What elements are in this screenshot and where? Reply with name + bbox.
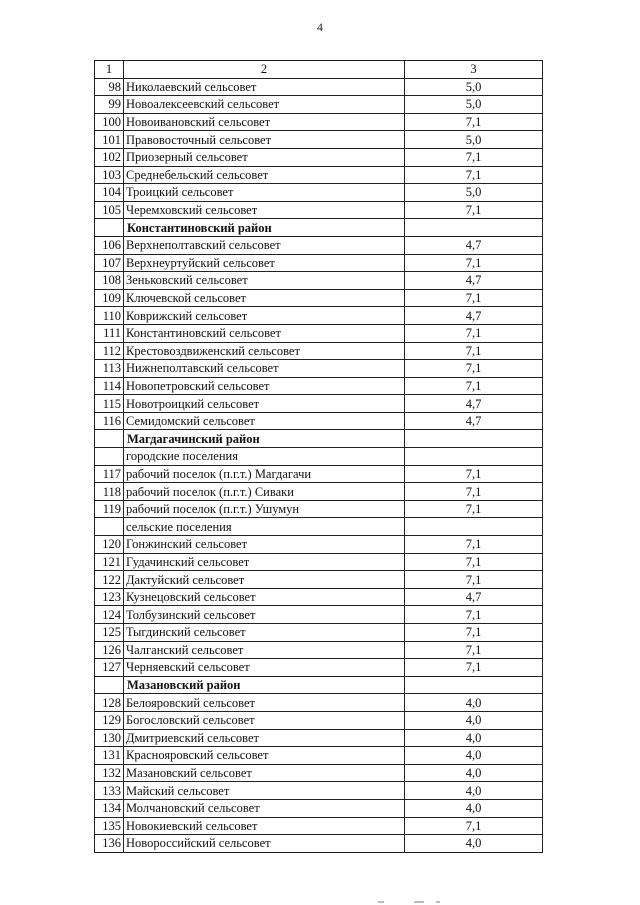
- row-name: Новотроицкий сельсовет: [124, 395, 405, 413]
- row-value: 7,1: [405, 606, 543, 624]
- row-number: 110: [95, 307, 124, 325]
- row-name: Верхнеполтавский сельсовет: [124, 236, 405, 254]
- row-value: [405, 430, 543, 448]
- row-number: [95, 518, 124, 536]
- row-number: 126: [95, 641, 124, 659]
- row-number: 135: [95, 817, 124, 835]
- table-row: [95, 465, 543, 483]
- table-row: [95, 289, 543, 307]
- row-value: 7,1: [405, 324, 543, 342]
- row-number: [95, 219, 124, 237]
- header-col-1: 1: [95, 61, 124, 79]
- row-name: Дактуйский сельсовет: [124, 571, 405, 589]
- row-number: [95, 676, 124, 694]
- row-name: Новороссийский сельсовет: [124, 835, 405, 853]
- row-number: 124: [95, 606, 124, 624]
- row-value: 7,1: [405, 201, 543, 219]
- row-number: 116: [95, 412, 124, 430]
- row-value: 7,1: [405, 465, 543, 483]
- table-row: [95, 500, 543, 518]
- table-row: [95, 412, 543, 430]
- table-row: [95, 782, 543, 800]
- row-number: [95, 430, 124, 448]
- section-row: [95, 430, 543, 448]
- row-name: Мазановский район: [124, 676, 405, 694]
- table-row: [95, 342, 543, 360]
- table-row: [95, 254, 543, 272]
- row-number: 130: [95, 729, 124, 747]
- row-number: 128: [95, 694, 124, 712]
- header-col-3: 3: [405, 61, 543, 79]
- row-number: 114: [95, 377, 124, 395]
- row-name: Коврижский сельсовет: [124, 307, 405, 325]
- row-value: 4,0: [405, 729, 543, 747]
- row-value: 4,0: [405, 747, 543, 765]
- row-name: Черемховский сельсовет: [124, 201, 405, 219]
- row-name: Правовосточный сельсовет: [124, 131, 405, 149]
- table-row: [95, 448, 543, 466]
- table-row: [95, 606, 543, 624]
- row-number: 101: [95, 131, 124, 149]
- table-row: [95, 148, 543, 166]
- row-number: 123: [95, 588, 124, 606]
- row-name: Верхнеуртуйский сельсовет: [124, 254, 405, 272]
- table-row: [95, 483, 543, 501]
- row-name: Дмитриевский сельсовет: [124, 729, 405, 747]
- row-name: Молчановский сельсовет: [124, 799, 405, 817]
- page-number: 4: [317, 20, 323, 34]
- row-value: 7,1: [405, 571, 543, 589]
- section-row: [95, 219, 543, 237]
- row-value: 4,7: [405, 588, 543, 606]
- row-name: Магдагачинский район: [124, 430, 405, 448]
- row-name: Нижнеполтавский сельсовет: [124, 360, 405, 378]
- row-number: 105: [95, 201, 124, 219]
- row-number: 102: [95, 148, 124, 166]
- table-row: [95, 96, 543, 114]
- row-value: [405, 518, 543, 536]
- table-row: [95, 799, 543, 817]
- row-number: 133: [95, 782, 124, 800]
- table-row: [95, 236, 543, 254]
- table-row: [95, 817, 543, 835]
- row-name: Новоалексеевский сельсовет: [124, 96, 405, 114]
- table-body: [95, 61, 543, 853]
- row-value: [405, 219, 543, 237]
- table-row: [95, 131, 543, 149]
- row-value: 7,1: [405, 624, 543, 642]
- row-number: [95, 448, 124, 466]
- row-value: 7,1: [405, 536, 543, 554]
- table-header-row: [95, 61, 543, 79]
- row-name: Константиновский сельсовет: [124, 324, 405, 342]
- row-value: [405, 448, 543, 466]
- row-number: 115: [95, 395, 124, 413]
- row-value: 7,1: [405, 641, 543, 659]
- row-name: Крестовоздвиженский сельсовет: [124, 342, 405, 360]
- row-value: 4,7: [405, 395, 543, 413]
- table-row: [95, 588, 543, 606]
- row-number: 134: [95, 799, 124, 817]
- table-row: [95, 764, 543, 782]
- row-value: [405, 676, 543, 694]
- row-value: 4,7: [405, 307, 543, 325]
- row-number: 106: [95, 236, 124, 254]
- row-number: 112: [95, 342, 124, 360]
- row-name: Майский сельсовет: [124, 782, 405, 800]
- row-value: 7,1: [405, 342, 543, 360]
- row-name: Константиновский район: [124, 219, 405, 237]
- row-name: Кузнецовский сельсовет: [124, 588, 405, 606]
- row-value: 4,0: [405, 764, 543, 782]
- row-name: Приозерный сельсовет: [124, 148, 405, 166]
- row-value: 7,1: [405, 113, 543, 131]
- table-row: [95, 694, 543, 712]
- table-row: [95, 377, 543, 395]
- row-value: 4,0: [405, 835, 543, 853]
- row-name: городские поселения: [124, 448, 405, 466]
- row-number: 125: [95, 624, 124, 642]
- table-row: [95, 624, 543, 642]
- row-value: 7,1: [405, 500, 543, 518]
- table-row: [95, 113, 543, 131]
- row-value: 7,1: [405, 289, 543, 307]
- row-name: Тыгдинский сельсовет: [124, 624, 405, 642]
- header-col-2: 2: [124, 61, 405, 79]
- row-value: 4,0: [405, 711, 543, 729]
- row-name: Черняевский сельсовет: [124, 659, 405, 677]
- row-number: 118: [95, 483, 124, 501]
- row-number: 99: [95, 96, 124, 114]
- table-row: [95, 307, 543, 325]
- row-number: 136: [95, 835, 124, 853]
- row-name: Чалганский сельсовет: [124, 641, 405, 659]
- table-row: [95, 395, 543, 413]
- row-number: 131: [95, 747, 124, 765]
- row-name: Белояровский сельсовет: [124, 694, 405, 712]
- table-row: [95, 536, 543, 554]
- row-number: 127: [95, 659, 124, 677]
- row-value: 7,1: [405, 817, 543, 835]
- row-number: 107: [95, 254, 124, 272]
- row-number: 109: [95, 289, 124, 307]
- table-row: [95, 360, 543, 378]
- table-row: [95, 324, 543, 342]
- row-name: рабочий поселок (п.г.т.) Ушумун: [124, 500, 405, 518]
- row-number: 100: [95, 113, 124, 131]
- row-name: Среднебельский сельсовет: [124, 166, 405, 184]
- section-row: [95, 676, 543, 694]
- row-value: 7,1: [405, 659, 543, 677]
- table-row: [95, 518, 543, 536]
- row-number: 119: [95, 500, 124, 518]
- table-row: [95, 201, 543, 219]
- row-number: 117: [95, 465, 124, 483]
- row-number: 113: [95, 360, 124, 378]
- table-row: [95, 184, 543, 202]
- row-value: 4,7: [405, 272, 543, 290]
- row-name: Троицкий сельсовет: [124, 184, 405, 202]
- row-name: Николаевский сельсовет: [124, 78, 405, 96]
- row-value: 7,1: [405, 166, 543, 184]
- row-number: 122: [95, 571, 124, 589]
- row-name: Толбузинский сельсовет: [124, 606, 405, 624]
- table-row: [95, 166, 543, 184]
- row-name: Новокиевский сельсовет: [124, 817, 405, 835]
- table-row: [95, 747, 543, 765]
- row-value: 7,1: [405, 377, 543, 395]
- table-row: [95, 272, 543, 290]
- row-value: 4,0: [405, 799, 543, 817]
- row-value: 7,1: [405, 360, 543, 378]
- row-name: Гудачинский сельсовет: [124, 553, 405, 571]
- row-name: Новоивановский сельсовет: [124, 113, 405, 131]
- row-name: Богословский сельсовет: [124, 711, 405, 729]
- row-value: 7,1: [405, 148, 543, 166]
- row-number: 120: [95, 536, 124, 554]
- row-value: 4,0: [405, 694, 543, 712]
- row-value: 5,0: [405, 131, 543, 149]
- row-value: 4,0: [405, 782, 543, 800]
- row-number: 121: [95, 553, 124, 571]
- row-value: 5,0: [405, 96, 543, 114]
- row-value: 7,1: [405, 483, 543, 501]
- row-number: 129: [95, 711, 124, 729]
- row-number: 111: [95, 324, 124, 342]
- table-row: [95, 729, 543, 747]
- row-name: Ключевской сельсовет: [124, 289, 405, 307]
- row-value: 4,7: [405, 236, 543, 254]
- row-value: 5,0: [405, 184, 543, 202]
- row-name: Зеньковский сельсовет: [124, 272, 405, 290]
- table-row: [95, 835, 543, 853]
- table-row: [95, 553, 543, 571]
- table-row: [95, 641, 543, 659]
- row-name: сельские поселения: [124, 518, 405, 536]
- table-row: [95, 78, 543, 96]
- row-value: 5,0: [405, 78, 543, 96]
- row-name: рабочий поселок (п.г.т.) Сиваки: [124, 483, 405, 501]
- row-number: 108: [95, 272, 124, 290]
- settlements-table: [94, 60, 543, 853]
- row-number: 103: [95, 166, 124, 184]
- table-row: [95, 659, 543, 677]
- table-row: [95, 711, 543, 729]
- table-row: [95, 571, 543, 589]
- row-name: Новопетровский сельсовет: [124, 377, 405, 395]
- row-name: Гонжинский сельсовет: [124, 536, 405, 554]
- scan-artifact: [414, 901, 424, 903]
- row-number: 98: [95, 78, 124, 96]
- row-value: 7,1: [405, 254, 543, 272]
- row-name: Краснояровский сельсовет: [124, 747, 405, 765]
- scan-artifact: [436, 901, 440, 903]
- row-name: Мазановский сельсовет: [124, 764, 405, 782]
- row-number: 132: [95, 764, 124, 782]
- row-name: Семидомский сельсовет: [124, 412, 405, 430]
- row-value: 7,1: [405, 553, 543, 571]
- scan-artifact: [378, 901, 384, 903]
- row-value: 4,7: [405, 412, 543, 430]
- row-name: рабочий поселок (п.г.т.) Магдагачи: [124, 465, 405, 483]
- row-number: 104: [95, 184, 124, 202]
